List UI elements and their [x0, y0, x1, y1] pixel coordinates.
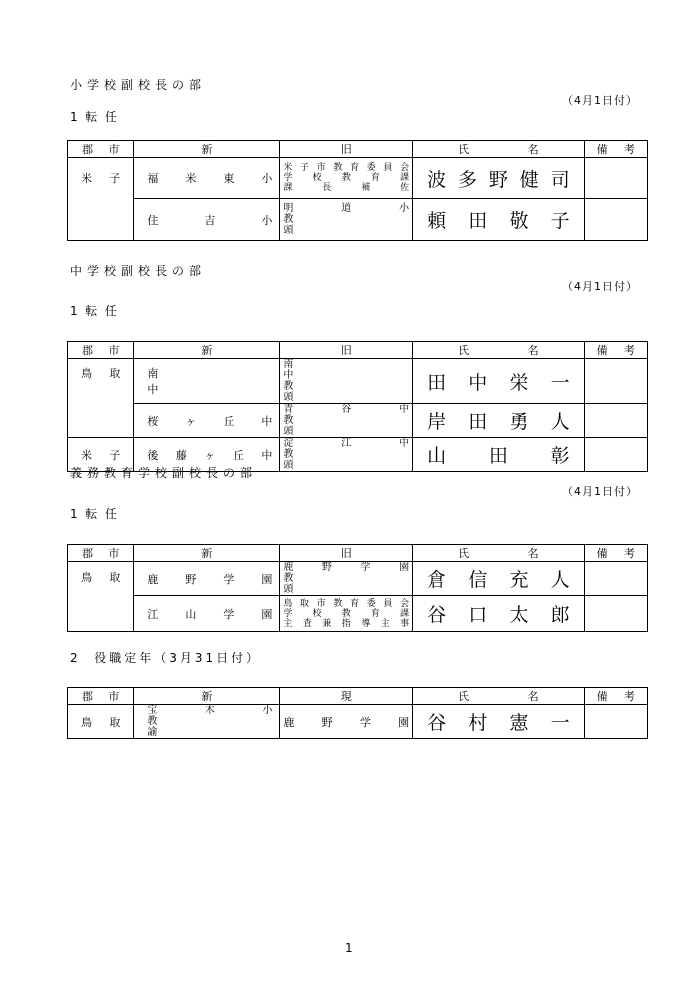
header-name: 氏名 — [413, 342, 585, 359]
old-cell: 青谷中 教頭 — [280, 404, 413, 438]
header-name: 氏名 — [413, 688, 585, 705]
section-title: 中学校副校長の部 — [70, 264, 207, 278]
name-cell: 岸田勇人 — [413, 404, 585, 438]
name-cell: 波多野健司 — [413, 158, 585, 199]
city-cell: 米子 — [68, 158, 134, 241]
section-subtitle: 1 転 任 — [70, 110, 117, 124]
new-cell: 鹿野学園 — [134, 562, 280, 596]
personnel-table — [67, 544, 648, 632]
note-cell — [584, 404, 647, 438]
header-city: 郡市 — [68, 342, 134, 359]
new-cell: 宝木小 教諭 — [134, 705, 280, 739]
section-subtitle: 1 転 任 — [70, 507, 117, 521]
city-cell: 鳥取 — [68, 705, 134, 739]
header-name: 氏名 — [413, 141, 585, 158]
section-subtitle: 1 転 任 — [70, 304, 117, 318]
section-date: （4月1日付） — [562, 485, 638, 498]
table-row — [68, 199, 648, 241]
header-city: 郡市 — [68, 688, 134, 705]
table-row — [68, 705, 648, 739]
personnel-table — [67, 140, 648, 241]
header-name: 氏名 — [413, 545, 585, 562]
name-cell: 山田彰 — [413, 438, 585, 472]
name-cell: 倉信充人 — [413, 562, 585, 596]
note-cell — [584, 596, 647, 632]
old-cell: 鳥取市教育委員会 学校教育課 主査兼指導主事 — [280, 596, 413, 632]
table-row — [68, 158, 648, 199]
old-cell: 淀江中 教頭 — [280, 438, 413, 472]
header-new: 新 — [134, 342, 280, 359]
section-title: 小学校副校長の部 — [70, 78, 207, 92]
header-new: 新 — [134, 141, 280, 158]
new-cell: 住吉小 — [134, 199, 280, 241]
table-row — [68, 404, 648, 438]
name-cell: 谷村憲一 — [413, 705, 585, 739]
header-old: 旧 — [280, 342, 413, 359]
table-row — [68, 596, 648, 632]
name-cell: 谷口太郎 — [413, 596, 585, 632]
section-date: （4月1日付） — [562, 280, 638, 293]
header-city: 郡市 — [68, 545, 134, 562]
city-cell: 米子 — [68, 438, 134, 472]
new-cell: 江山学園 — [134, 596, 280, 632]
old-cell: 鹿野学園 教頭 — [280, 562, 413, 596]
header-current: 現 — [280, 688, 413, 705]
note-cell — [584, 705, 647, 739]
city-cell: 鳥取 — [68, 359, 134, 438]
note-cell — [584, 158, 647, 199]
personnel-table — [67, 687, 648, 739]
header-new: 新 — [134, 545, 280, 562]
note-cell — [584, 199, 647, 241]
section-title: 義務教育学校副校長の部 — [70, 466, 258, 480]
new-cell: 南中 — [134, 359, 280, 404]
note-cell — [584, 359, 647, 404]
header-note: 備考 — [584, 342, 647, 359]
page-number: 1 — [345, 941, 353, 955]
new-cell: 福米東小 — [134, 158, 280, 199]
table-row — [68, 359, 648, 404]
note-cell — [584, 562, 647, 596]
header-old: 旧 — [280, 141, 413, 158]
old-cell: 南中 教頭 — [280, 359, 413, 404]
new-cell: 後藤ヶ丘中 — [134, 438, 280, 472]
table-row — [68, 562, 648, 596]
header-note: 備考 — [584, 545, 647, 562]
section-date: （4月1日付） — [562, 94, 638, 107]
personnel-table — [67, 341, 648, 472]
old-cell: 明道小 教頭 — [280, 199, 413, 241]
header-old: 旧 — [280, 545, 413, 562]
name-cell: 頼田敬子 — [413, 199, 585, 241]
header-city: 郡市 — [68, 141, 134, 158]
city-cell: 鳥取 — [68, 562, 134, 632]
current-cell: 鹿野学園 — [280, 705, 413, 739]
header-new: 新 — [134, 688, 280, 705]
old-cell: 米子市教育委員会 学校教育課 課長補佐 — [280, 158, 413, 199]
name-cell: 田中栄一 — [413, 359, 585, 404]
new-cell: 桜ヶ丘中 — [134, 404, 280, 438]
section-subtitle: 2 役職定年（3月31日付） — [70, 651, 262, 665]
header-note: 備考 — [584, 688, 647, 705]
note-cell — [584, 438, 647, 472]
header-note: 備考 — [584, 141, 647, 158]
